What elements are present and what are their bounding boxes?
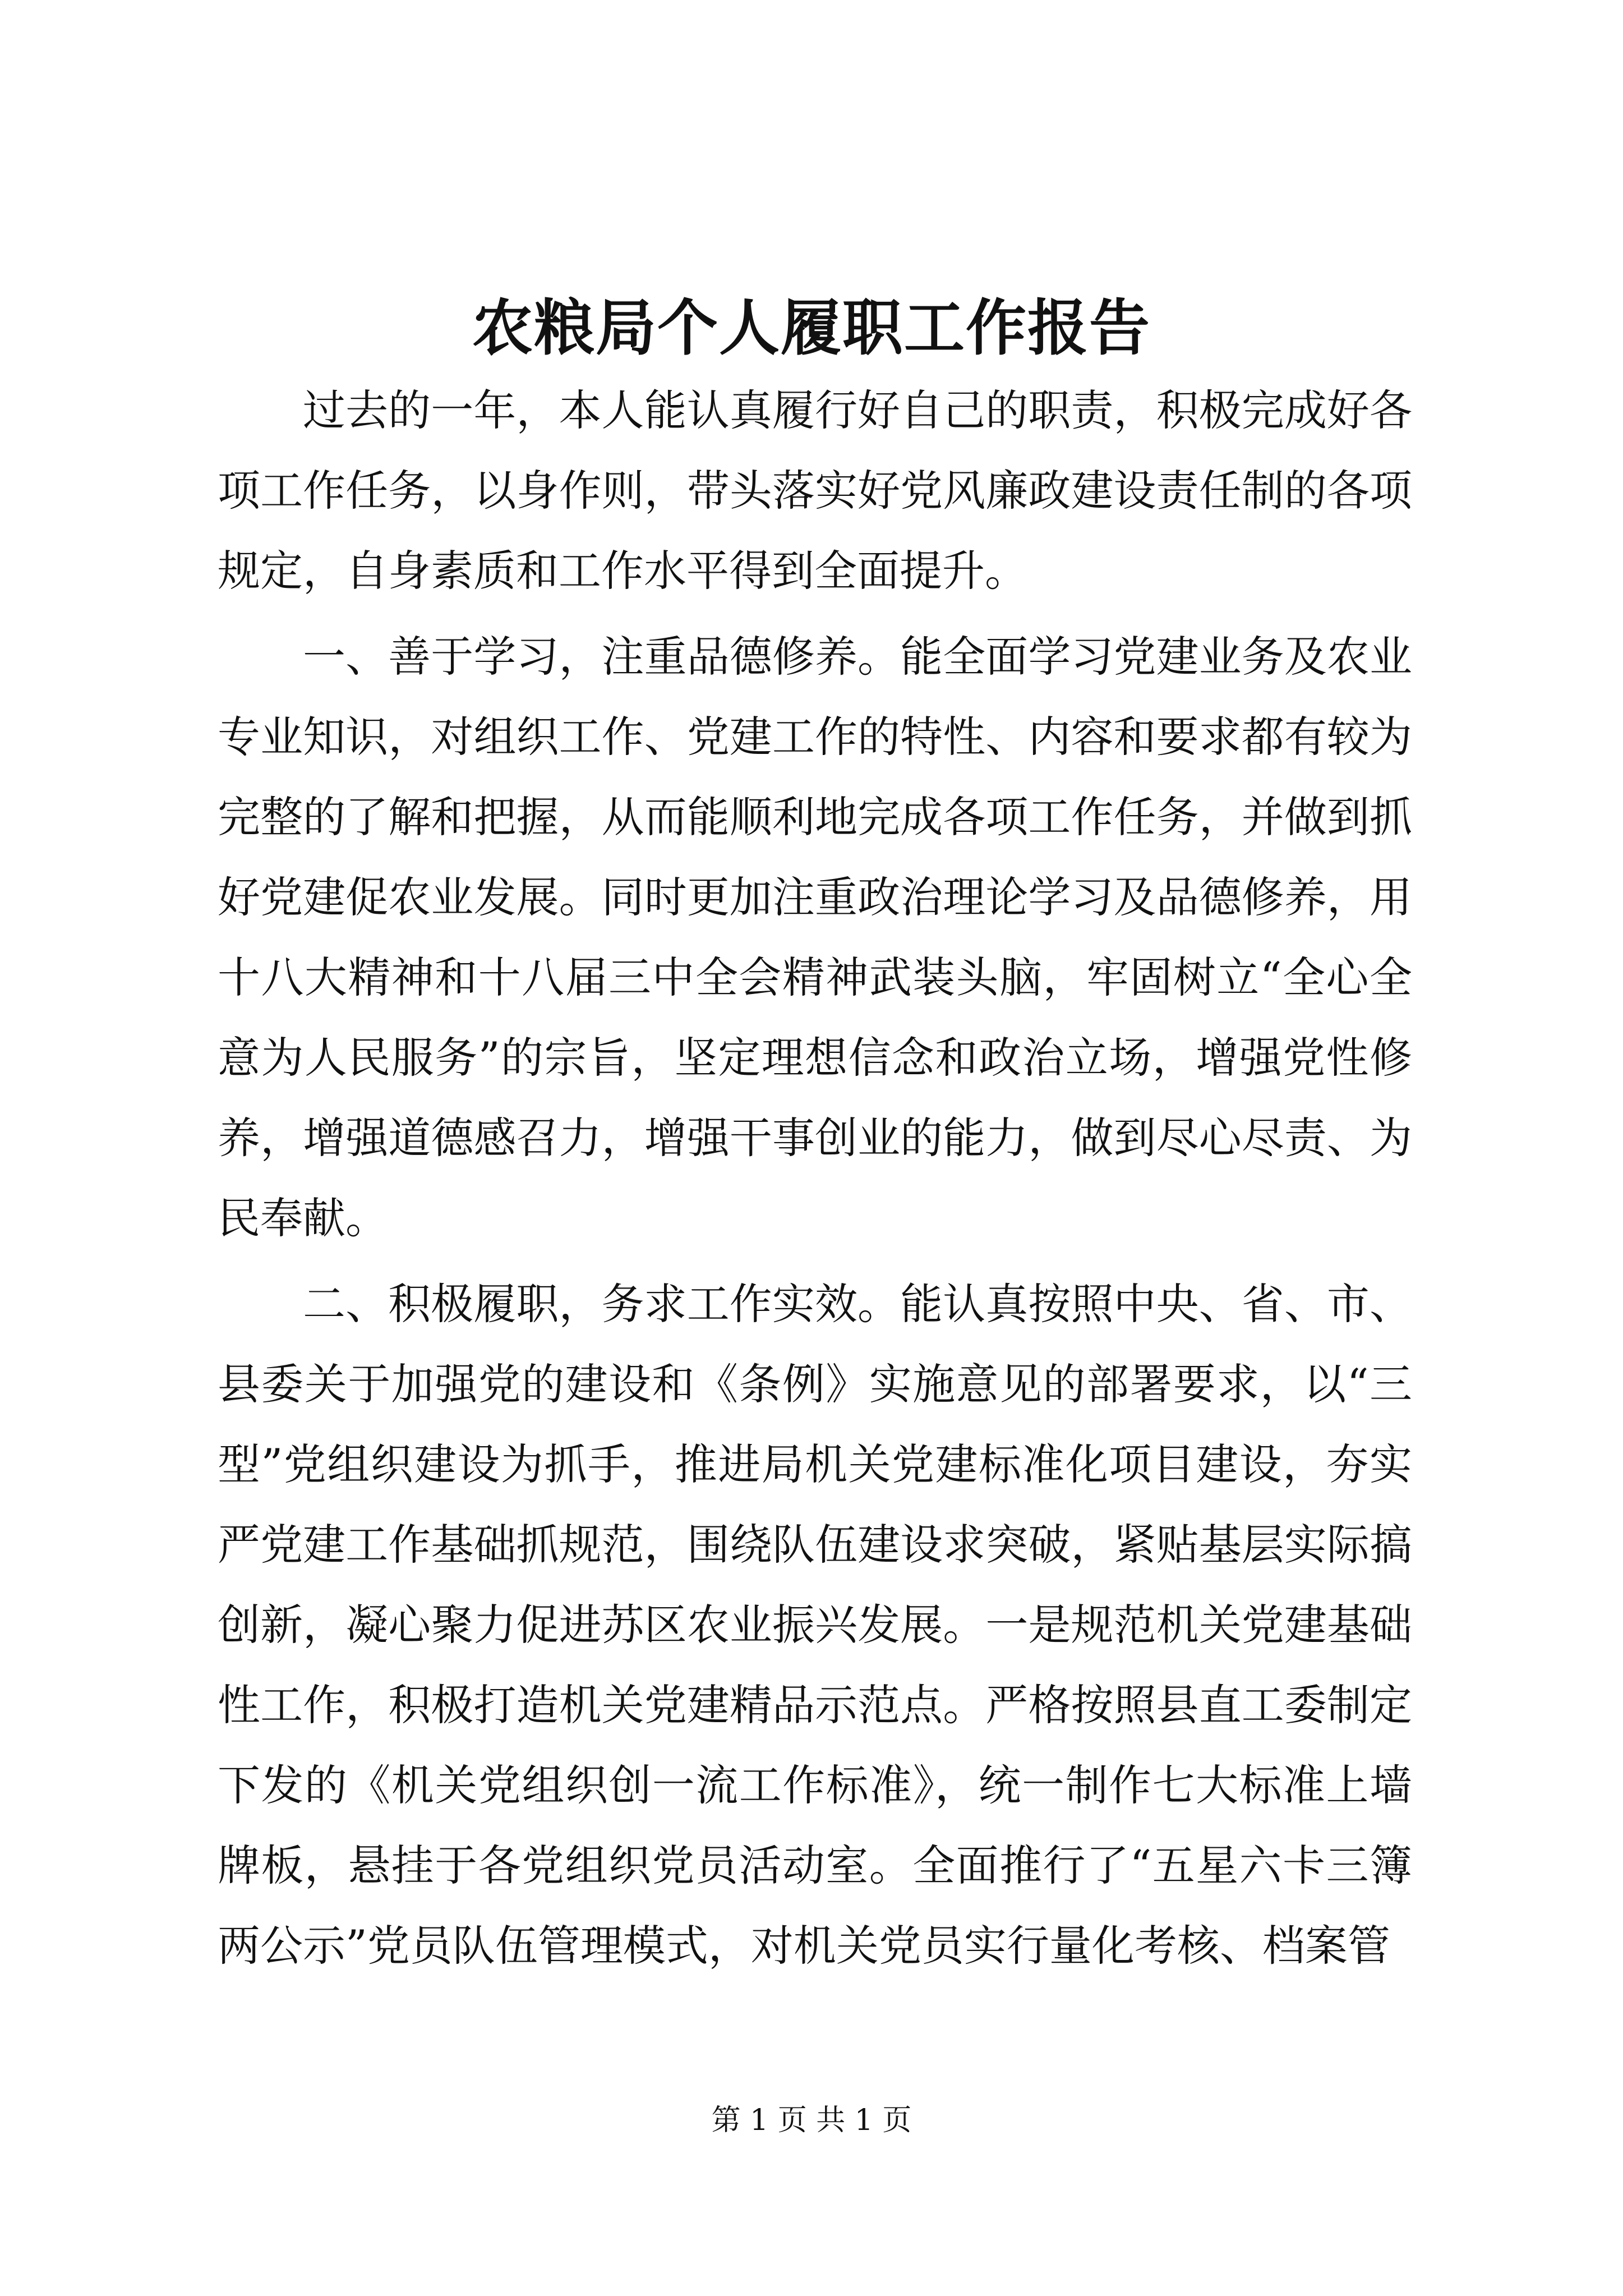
document-title: 农粮局个人履职工作报告 (472, 293, 1151, 364)
paragraph-section-two: 二、积极履职，务求工作实效。能认真按照中央、省、市、县委关于加强党的建设和《条例》实施意见的部署要求，以“三型”党组织建设为抓手，推进局机关党建标准化项目建设，夯实严党建工作基础抓规范，围绕队伍建设求突破，紧贴基层实际搞创新，凝心聚力促进苏区农业振兴发展。一是规范机关党建基础性工作，积极打造机关党建精品示范点。严格按照县直工委制定下发的《机关党组织创一流工作标准》，统一制作七大标准上墙牌板，悬挂于各党组织党员活动室。全面推行了“五星六卡三簿两公示”党员队伍管理模式，对机关党员实行量化考核、档案管 (218, 1279, 1412, 1971)
paragraph-section-one: 一、善于学习，注重品德修养。能全面学习党建业务及农业专业知识，对组织工作、党建工作的特性、内容和要求都有较为完整的了解和把握，从而能顺利地完成各项工作任务，并做到抓好党建促农业发展。同时更加注重政治理论学习及品德修养，用十八大精神和十八届三中全会精神武装头脑，牢固树立“全心全意为人民服务”的宗旨，坚定理想信念和政治立场，增强党性修养，增强道德感召力，增强干事创业的能力，做到尽心尽责、为民奉献。 (218, 632, 1412, 1243)
paragraph-intro: 过去的一年，本人能认真履行好自己的职责，积极完成好各项工作任务，以身作则，带头落实好党风廉政建设责任制的各项规定，自身素质和工作水平得到全面提升。 (218, 385, 1412, 596)
page-footer: 第 1 页 共 1 页 (711, 2104, 912, 2137)
document-body (218, 370, 1412, 1986)
